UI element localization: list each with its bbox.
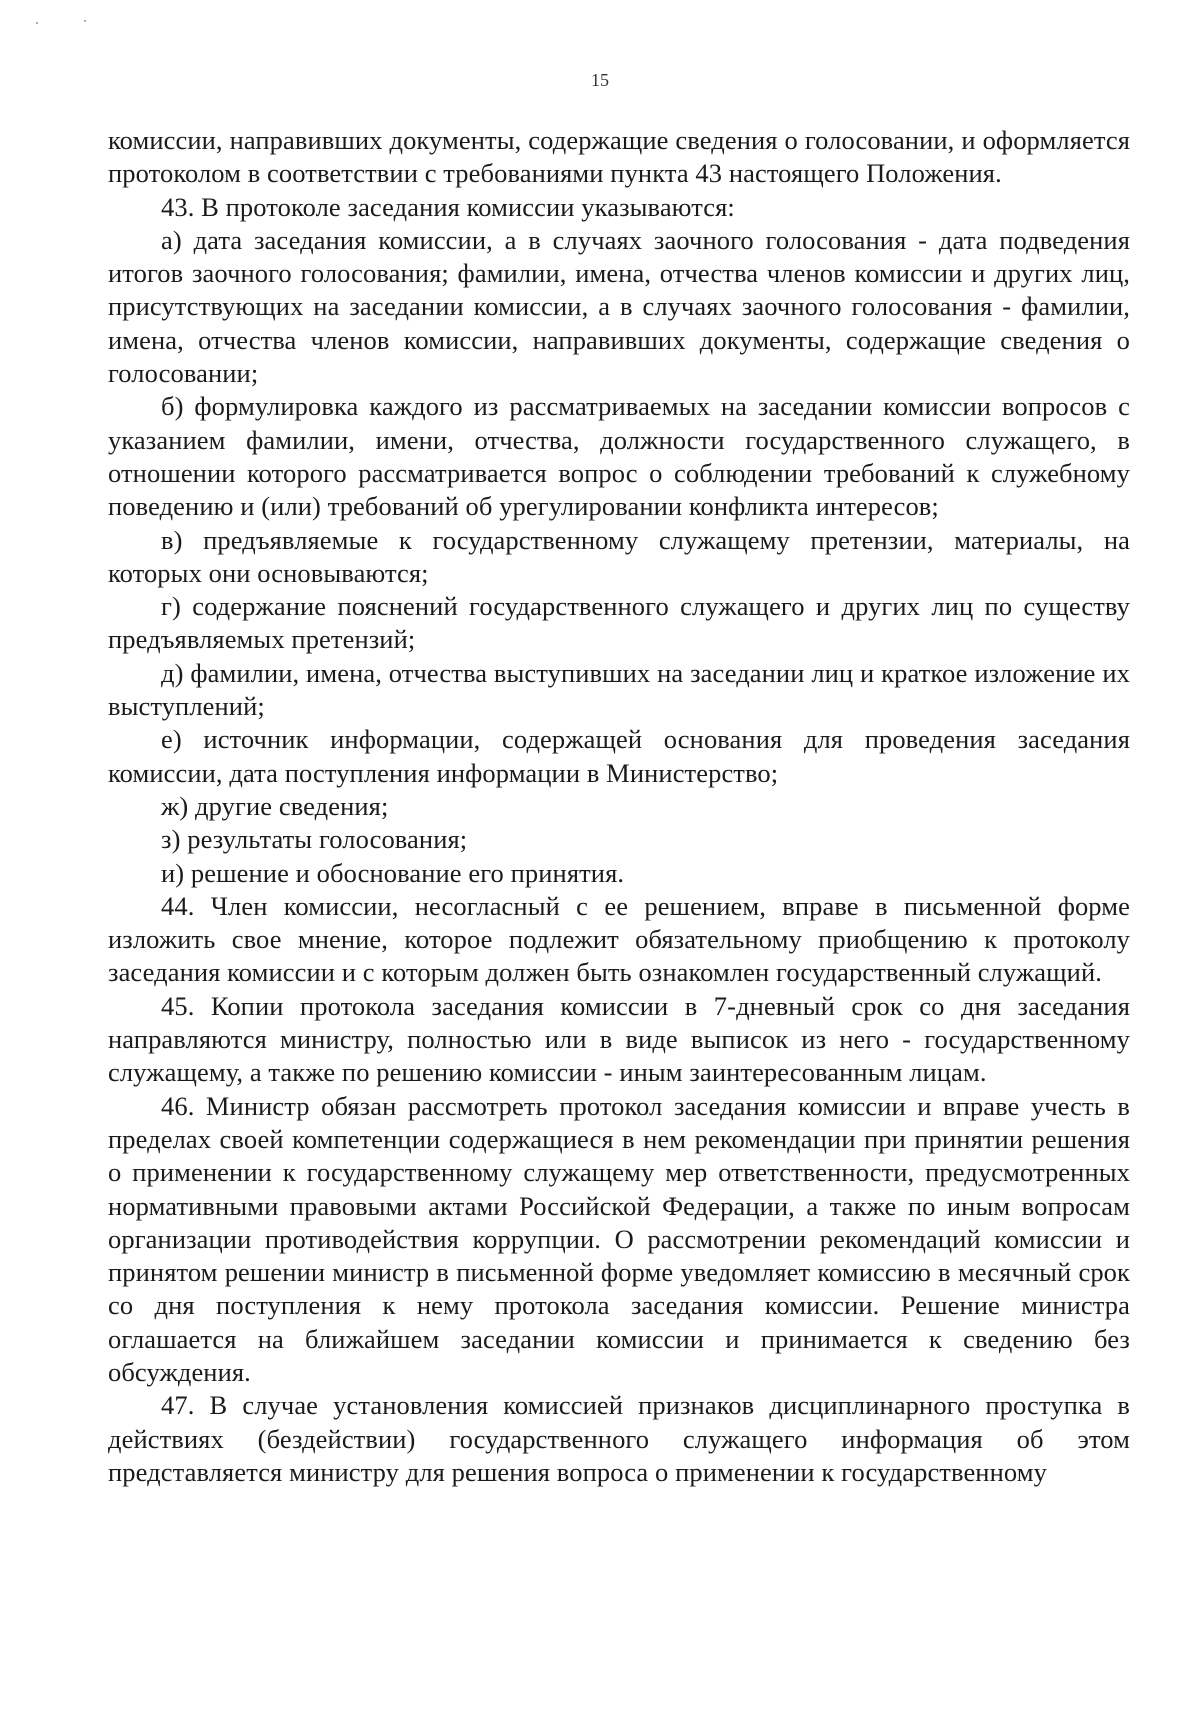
scan-speck — [36, 22, 38, 24]
paragraph: д) фамилии, имена, отчества выступивших на заседании лиц и краткое изложение их выступлений; — [108, 657, 1130, 722]
scan-speck — [84, 20, 86, 22]
paragraph: 46. Министр обязан рассмотреть протокол заседания комиссии и вправе учесть в пределах своей компетенции содержащиеся в нем рекомендации при принятии решения о применении к государственному служащему мер ответственности, предусмотренных нормативными правовыми актами Российской Федерации, а также по иным вопросам организации противодействия коррупции. О рассмотрении рекомендаций комиссии и принятом решении министр в письменной форме уведомляет комиссию в месячный срок со дня поступления к нему протокола заседания комиссии. Решение министра оглашается на ближайшем заседании комиссии и принимается к сведению без обсуждения. — [108, 1090, 1130, 1387]
paragraph: в) предъявляемые к государственному служащему претензии, материалы, на которых они основываются; — [108, 524, 1130, 588]
paragraph: комиссии, направивших документы, содержащие сведения о голосовании, и оформляется протоколом в соответствии с требованиями пункта 43 настоящего Положения. — [108, 125, 1130, 189]
paragraph: 43. В протоколе заседания комиссии указываются: — [161, 191, 735, 222]
paragraph: 47. В случае установления комиссией признаков дисциплинарного проступка в действиях (бездействии) государственного служащего информация об этом представляется министру для решения вопроса о применении к государственному — [108, 1390, 1130, 1487]
paragraph: ж) другие сведения; — [161, 790, 389, 821]
paragraph: б) формулировка каждого из рассматриваемых на заседании комиссии вопросов с указанием фамилии, имени, отчества, должности государственного служащего, в отношении которого рассматривается вопрос о соблюдении требований к служебному поведению и (или) требований об урегулировании конфликта интересов; — [108, 391, 1130, 522]
paragraph: и) решение и обоснование его принятия. — [161, 857, 625, 888]
paragraph: а) дата заседания комиссии, а в случаях заочного голосования - дата подведения итогов заочного голосования; фамилии, имена, отчества членов комиссии и других лиц, присутствующих на заседании комиссии, а в случаях заочного голосования - фамилии, имена, отчества членов комиссии, направивших документы, содержащие сведения о голосовании; — [108, 224, 1130, 389]
paragraph: 45. Копии протокола заседания комиссии в 7-дневный срок со дня заседания направляются министру, полностью или в виде выписок из него - государственному служащему, а также по решению комиссии - иным заинтересованным лицам. — [108, 990, 1130, 1088]
paragraph: г) содержание пояснений государственного служащего и других лиц по существу предъявляемых претензий; — [108, 591, 1130, 655]
paragraph: е) источник информации, содержащей основания для проведения заседания комиссии, дата поступления информации в Министерство; — [108, 724, 1130, 788]
page-number: 15 — [591, 70, 609, 90]
document-body — [108, 124, 1130, 1489]
paragraph: 44. Член комиссии, несогласный с ее решением, вправе в письменной форме изложить свое мнение, которое подлежит обязательному приобщению к протоколу заседания комиссии и с которым должен быть ознакомлен государственный служащий. — [108, 890, 1130, 988]
paragraph: з) результаты голосования; — [161, 824, 468, 855]
